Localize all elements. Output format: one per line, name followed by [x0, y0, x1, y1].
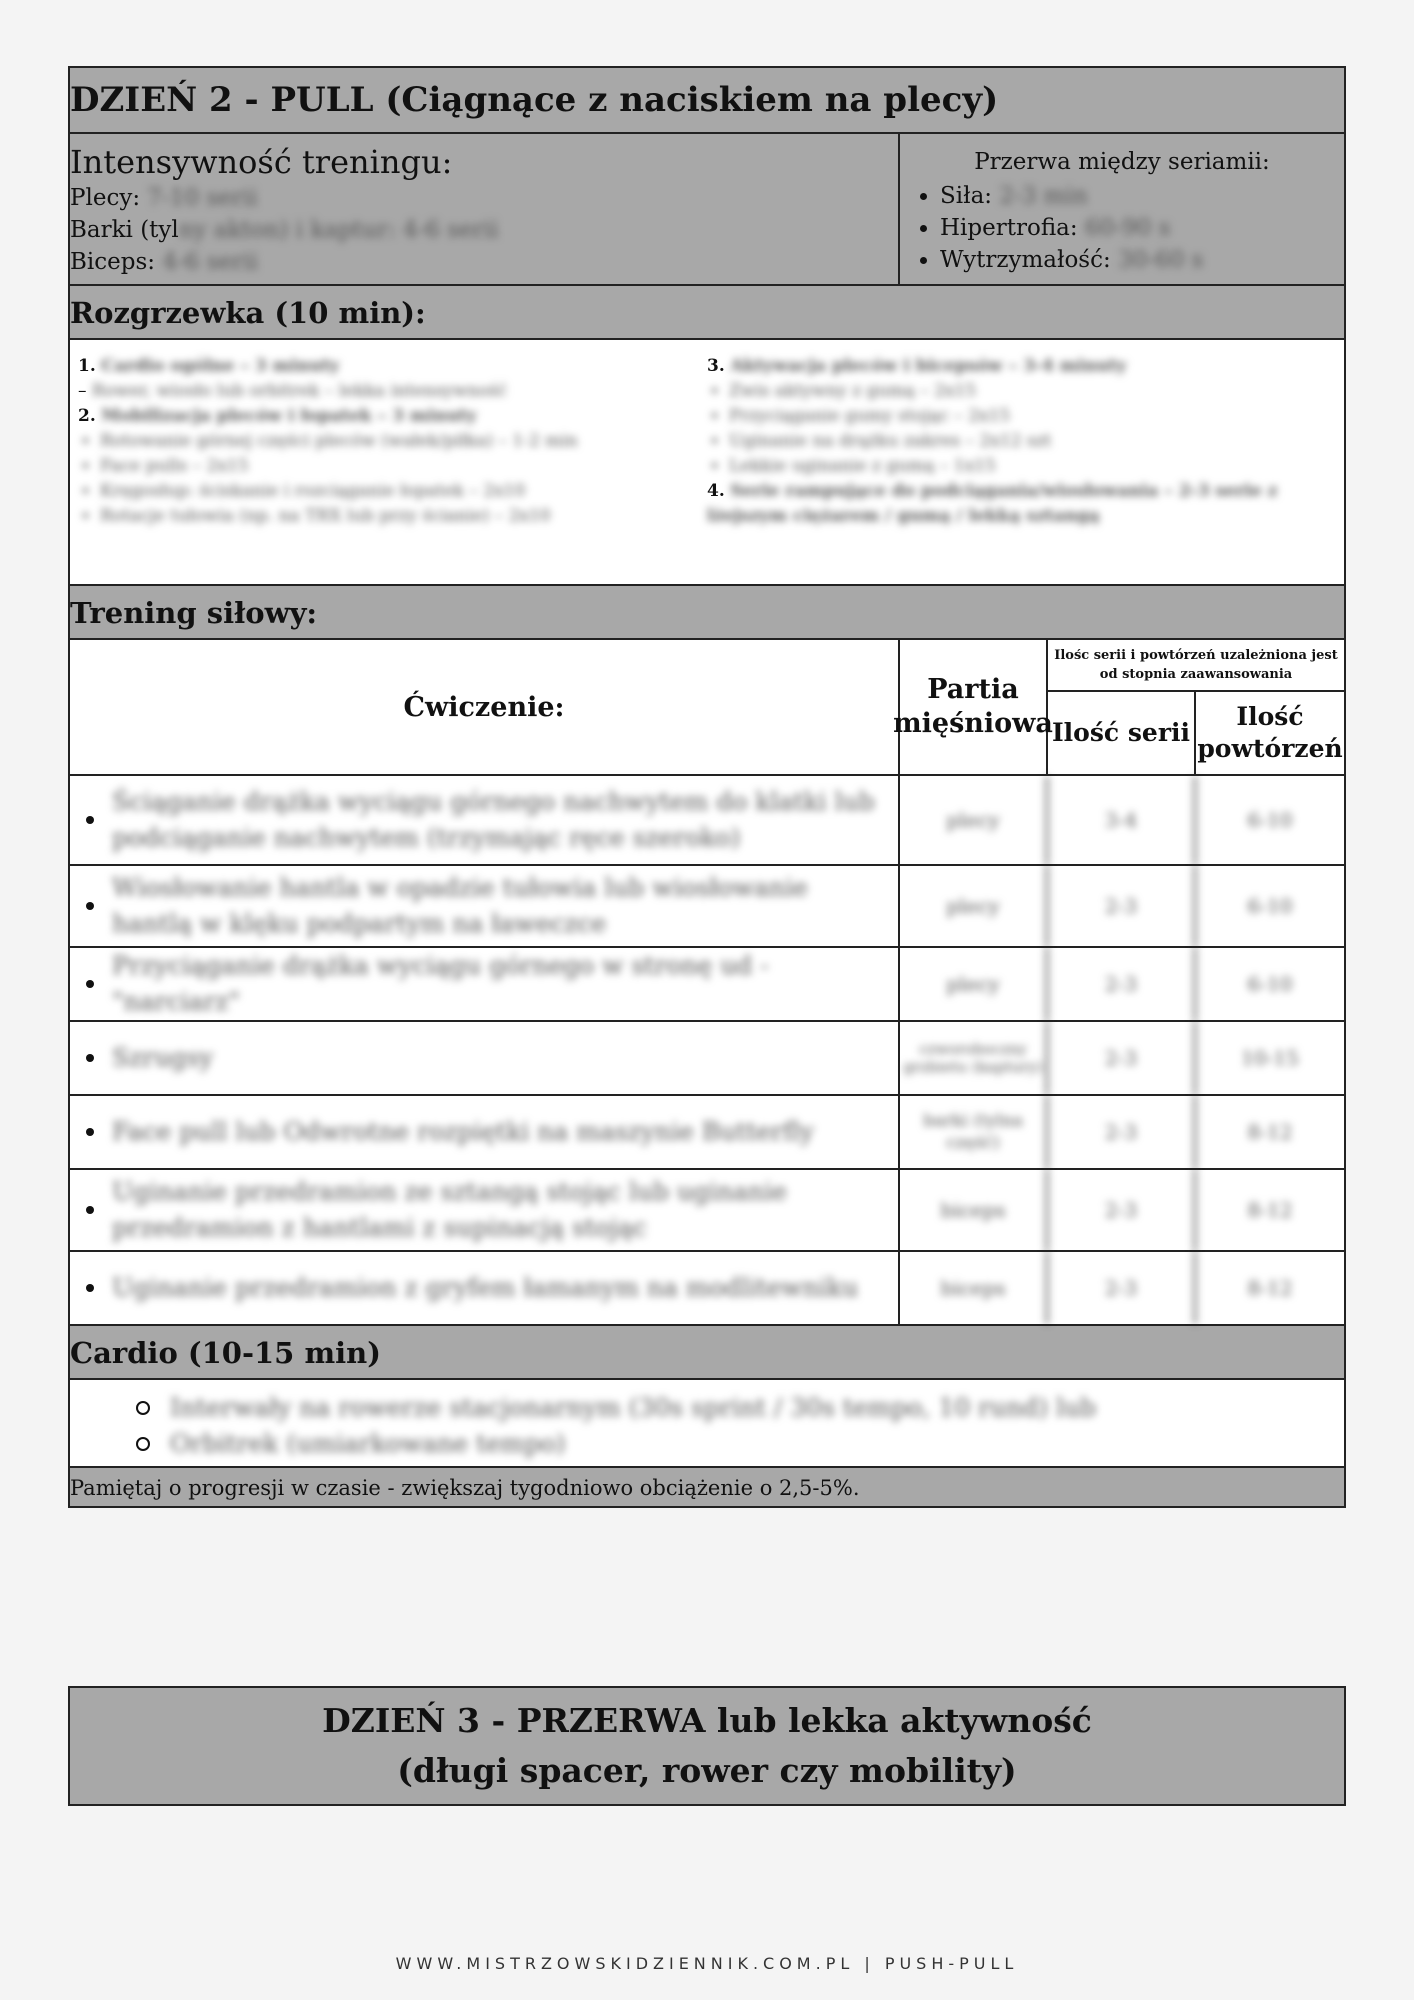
warmup-step — [78, 404, 687, 429]
circle-bullet-icon — [136, 1401, 150, 1415]
exercise-cell — [70, 1096, 900, 1168]
day3-title: DZIEŃ 3 - PRZERWA lub lekka aktywność — [322, 1701, 1092, 1740]
intensity-line — [70, 182, 898, 214]
step-title: Serie rampujące do podciągania/wiosłowania – 2-3 serie z lżejszym ciężarem / gumą / lekką sztangą — [707, 481, 1278, 526]
rest-item — [940, 212, 1344, 244]
warmup-subitem: • Uginanie na drążku zakres – 2x12 szt — [729, 429, 1316, 454]
part-cell: czworoboczny grzbietu (kaptury) — [900, 1022, 1048, 1094]
warmup-subitem: • Lekkie uginanie z gumą – 1x15 — [729, 454, 1316, 479]
bullet-icon — [86, 1206, 94, 1214]
col-reps-header: Ilość powtórzeń — [1197, 702, 1343, 763]
col-sets-header: Ilość serii — [1048, 692, 1196, 774]
table-row — [70, 1020, 1344, 1094]
exercise-cell — [70, 948, 900, 1020]
warmup-heading: Rozgrzewka (10 min): — [70, 284, 1344, 338]
rest-label: Hipertrofia: — [940, 215, 1078, 241]
strength-heading: Trening siłowy: — [70, 584, 1344, 638]
step-title: Aktywacja pleców i bicepsów – 3-4 minuty — [730, 356, 1127, 376]
bullet-icon — [86, 980, 94, 988]
warmup-subitem: • Face pulls – 2x15 — [100, 454, 687, 479]
day2-plan — [68, 66, 1346, 1508]
intensity-label: Barki (tyl — [70, 217, 179, 243]
table-row — [70, 1094, 1344, 1168]
step-detail: Rower, wiosło lub orbitrek – lekka intensywność — [91, 381, 507, 401]
cardio-item — [136, 1390, 1096, 1426]
part-cell: plecy — [900, 948, 1048, 1020]
bullet-icon — [86, 816, 94, 824]
intensity-label: Biceps: — [70, 249, 156, 275]
bullet-icon — [86, 902, 94, 910]
cardio-item — [136, 1426, 1096, 1462]
table-row — [70, 864, 1344, 946]
sets-cell: 2-3 — [1048, 1170, 1196, 1250]
footer-site: WWW.MISTRZOWSKIDZIENNIK.COM.PL | PUSH-PULL — [395, 1954, 1019, 1973]
exercise-name: Face pull lub Odwrotne rozpiętki na maszynie Butterfly — [112, 1117, 814, 1146]
exercise-cell — [70, 1022, 900, 1094]
sets-cell: 2-3 — [1048, 1096, 1196, 1168]
warmup-step — [78, 354, 687, 379]
sets-cell: 3-4 — [1048, 776, 1196, 864]
table-header — [70, 638, 1344, 774]
reps-cell: 6-10 — [1247, 894, 1293, 918]
cardio-text: Interwały na rowerze stacjonarnym (30s sprint / 30s tempo, 10 rund) lub — [170, 1393, 1097, 1422]
exercise-cell — [70, 1170, 900, 1250]
step-title: Mobilizacja pleców i łopatek – 3 minuty — [101, 406, 477, 426]
warmup-sublist — [707, 379, 1316, 479]
progression-note: Pamiętaj o progresji w czasie - zwiększaj tygodniowo obciążenie o 2,5-5%. — [70, 1466, 1344, 1506]
warmup-sublist — [78, 429, 687, 529]
warmup-left — [78, 354, 707, 584]
reps-cell: 8-12 — [1247, 1120, 1293, 1144]
reps-cell: 6-10 — [1247, 808, 1293, 832]
table-row — [70, 774, 1344, 864]
step-number: 3. — [707, 356, 725, 376]
reps-cell: 6-10 — [1247, 972, 1293, 996]
col-part-header: Partia mięśniowa — [900, 640, 1048, 774]
reps-cell: 10-15 — [1241, 1046, 1299, 1070]
step-number: 1. — [78, 356, 96, 376]
reps-cell: 8-12 — [1247, 1276, 1293, 1300]
warmup-subitem: • Przyciąganie gumy stojąc – 2x15 — [729, 404, 1316, 429]
intensity-panel — [70, 134, 900, 284]
sets-cell: 2-3 — [1048, 1022, 1196, 1094]
exercise-name: Uginanie przedramion ze sztangą stojąc lub uginanie przedramion z hantlami z supinacją stojąc — [112, 1177, 787, 1242]
bullet-icon — [86, 1128, 94, 1136]
part-cell: barki (tylna część) — [900, 1096, 1048, 1168]
exercise-cell — [70, 1252, 900, 1324]
intensity-label: Plecy: — [70, 185, 141, 211]
rest-item — [940, 244, 1344, 276]
day3-subtitle: (długi spacer, rower czy mobility) — [397, 1751, 1017, 1790]
cardio-content — [70, 1378, 1344, 1466]
warmup-right — [707, 354, 1336, 584]
warmup-subitem: • Kręgosłup: ściskanie i rozciąganie łopatek – 2x10 — [100, 479, 687, 504]
exercise-cell — [70, 776, 900, 864]
warmup-content — [70, 338, 1344, 584]
sets-cell: 2-3 — [1048, 866, 1196, 946]
exercise-name: Ściąganie drążka wyciągu górnego nachwytem do klatki lub podciąganie nachwytem (trzymając ręce szeroko) — [112, 787, 875, 852]
rest-value: 60-90 s — [1084, 215, 1171, 241]
intensity-heading: Intensywność treningu: — [70, 143, 453, 181]
rest-value: 30-60 s — [1118, 247, 1204, 273]
col-note: Ilośc serii i powtórzeń uzależniona jest od stopnia zaawansowania — [1048, 640, 1344, 692]
sets-cell: 2-3 — [1048, 948, 1196, 1020]
part-cell: biceps — [900, 1170, 1048, 1250]
col-exercise-header: Ćwiczenie: — [70, 640, 900, 774]
exercise-name: Szrugsy — [112, 1043, 214, 1072]
circle-bullet-icon — [136, 1437, 150, 1451]
exercise-cell — [70, 866, 900, 946]
table-row — [70, 1250, 1344, 1324]
warmup-dash-item: – Rower, wiosło lub orbitrek – lekka intensywność — [78, 381, 507, 401]
warmup-step — [707, 479, 1316, 529]
part-cell: plecy — [900, 776, 1048, 864]
exercise-name: Wiosłowanie hantla w opadzie tułowia lub wiosłowanie hantlą w klęku podpartym na ławeczce — [112, 873, 808, 938]
warmup-subitem: • Rotacje tułowia (np. na TRX lub przy ścianie) – 2x10 — [100, 504, 687, 529]
cardio-text: Orbitrek (umiarkowane tempo) — [170, 1429, 566, 1458]
reps-cell: 8-12 — [1247, 1198, 1293, 1222]
intensity-value: 4-6 serii — [162, 249, 258, 275]
rest-heading: Przerwa między seriamii: — [974, 149, 1270, 175]
warmup-subitem: • Rotowanie górnej części pleców (wałek/piłka) – 1-2 min — [100, 429, 687, 454]
bullet-icon — [86, 1284, 94, 1292]
rest-panel — [900, 134, 1344, 284]
intensity-row — [70, 132, 1344, 284]
step-title: Cardio ogólne – 3 minuty — [101, 356, 340, 376]
intensity-line — [70, 214, 898, 246]
rest-list — [900, 180, 1344, 276]
warmup-subitem: • Zwis aktywny z gumą – 2x15 — [729, 379, 1316, 404]
intensity-value: 7-10 serii — [147, 185, 258, 211]
table-row — [70, 946, 1344, 1020]
warmup-step — [707, 354, 1316, 379]
col-subheaders — [1048, 692, 1344, 774]
part-cell: plecy — [900, 866, 1048, 946]
step-number: 4. — [707, 481, 725, 501]
exercise-name: Przyciąganie drążka wyciągu górnego w stronę ud - "narciarz" — [112, 951, 769, 1016]
sets-cell: 2-3 — [1048, 1252, 1196, 1324]
rest-item — [940, 180, 1344, 212]
exercise-name: Uginanie przedramion z gryfem łamanym na modlitewniku — [112, 1273, 859, 1302]
rest-label: Wytrzymałość: — [940, 247, 1111, 273]
col-group-header — [1048, 640, 1344, 774]
step-number: 2. — [78, 406, 96, 426]
rest-label: Siła: — [940, 183, 993, 209]
cardio-heading: Cardio (10-15 min) — [70, 1324, 1344, 1378]
part-cell: biceps — [900, 1252, 1048, 1324]
bullet-icon — [86, 1054, 94, 1062]
table-row — [70, 1168, 1344, 1250]
cardio-list — [136, 1390, 1096, 1466]
intensity-line — [70, 246, 898, 278]
day3-banner — [68, 1686, 1346, 1806]
day2-title: DZIEŃ 2 - PULL (Ciągnące z naciskiem na plecy) — [70, 68, 1344, 132]
intensity-value: ny akton) i kaptur: 4-6 serii — [178, 217, 499, 243]
rest-value: 2-3 min — [999, 183, 1088, 209]
